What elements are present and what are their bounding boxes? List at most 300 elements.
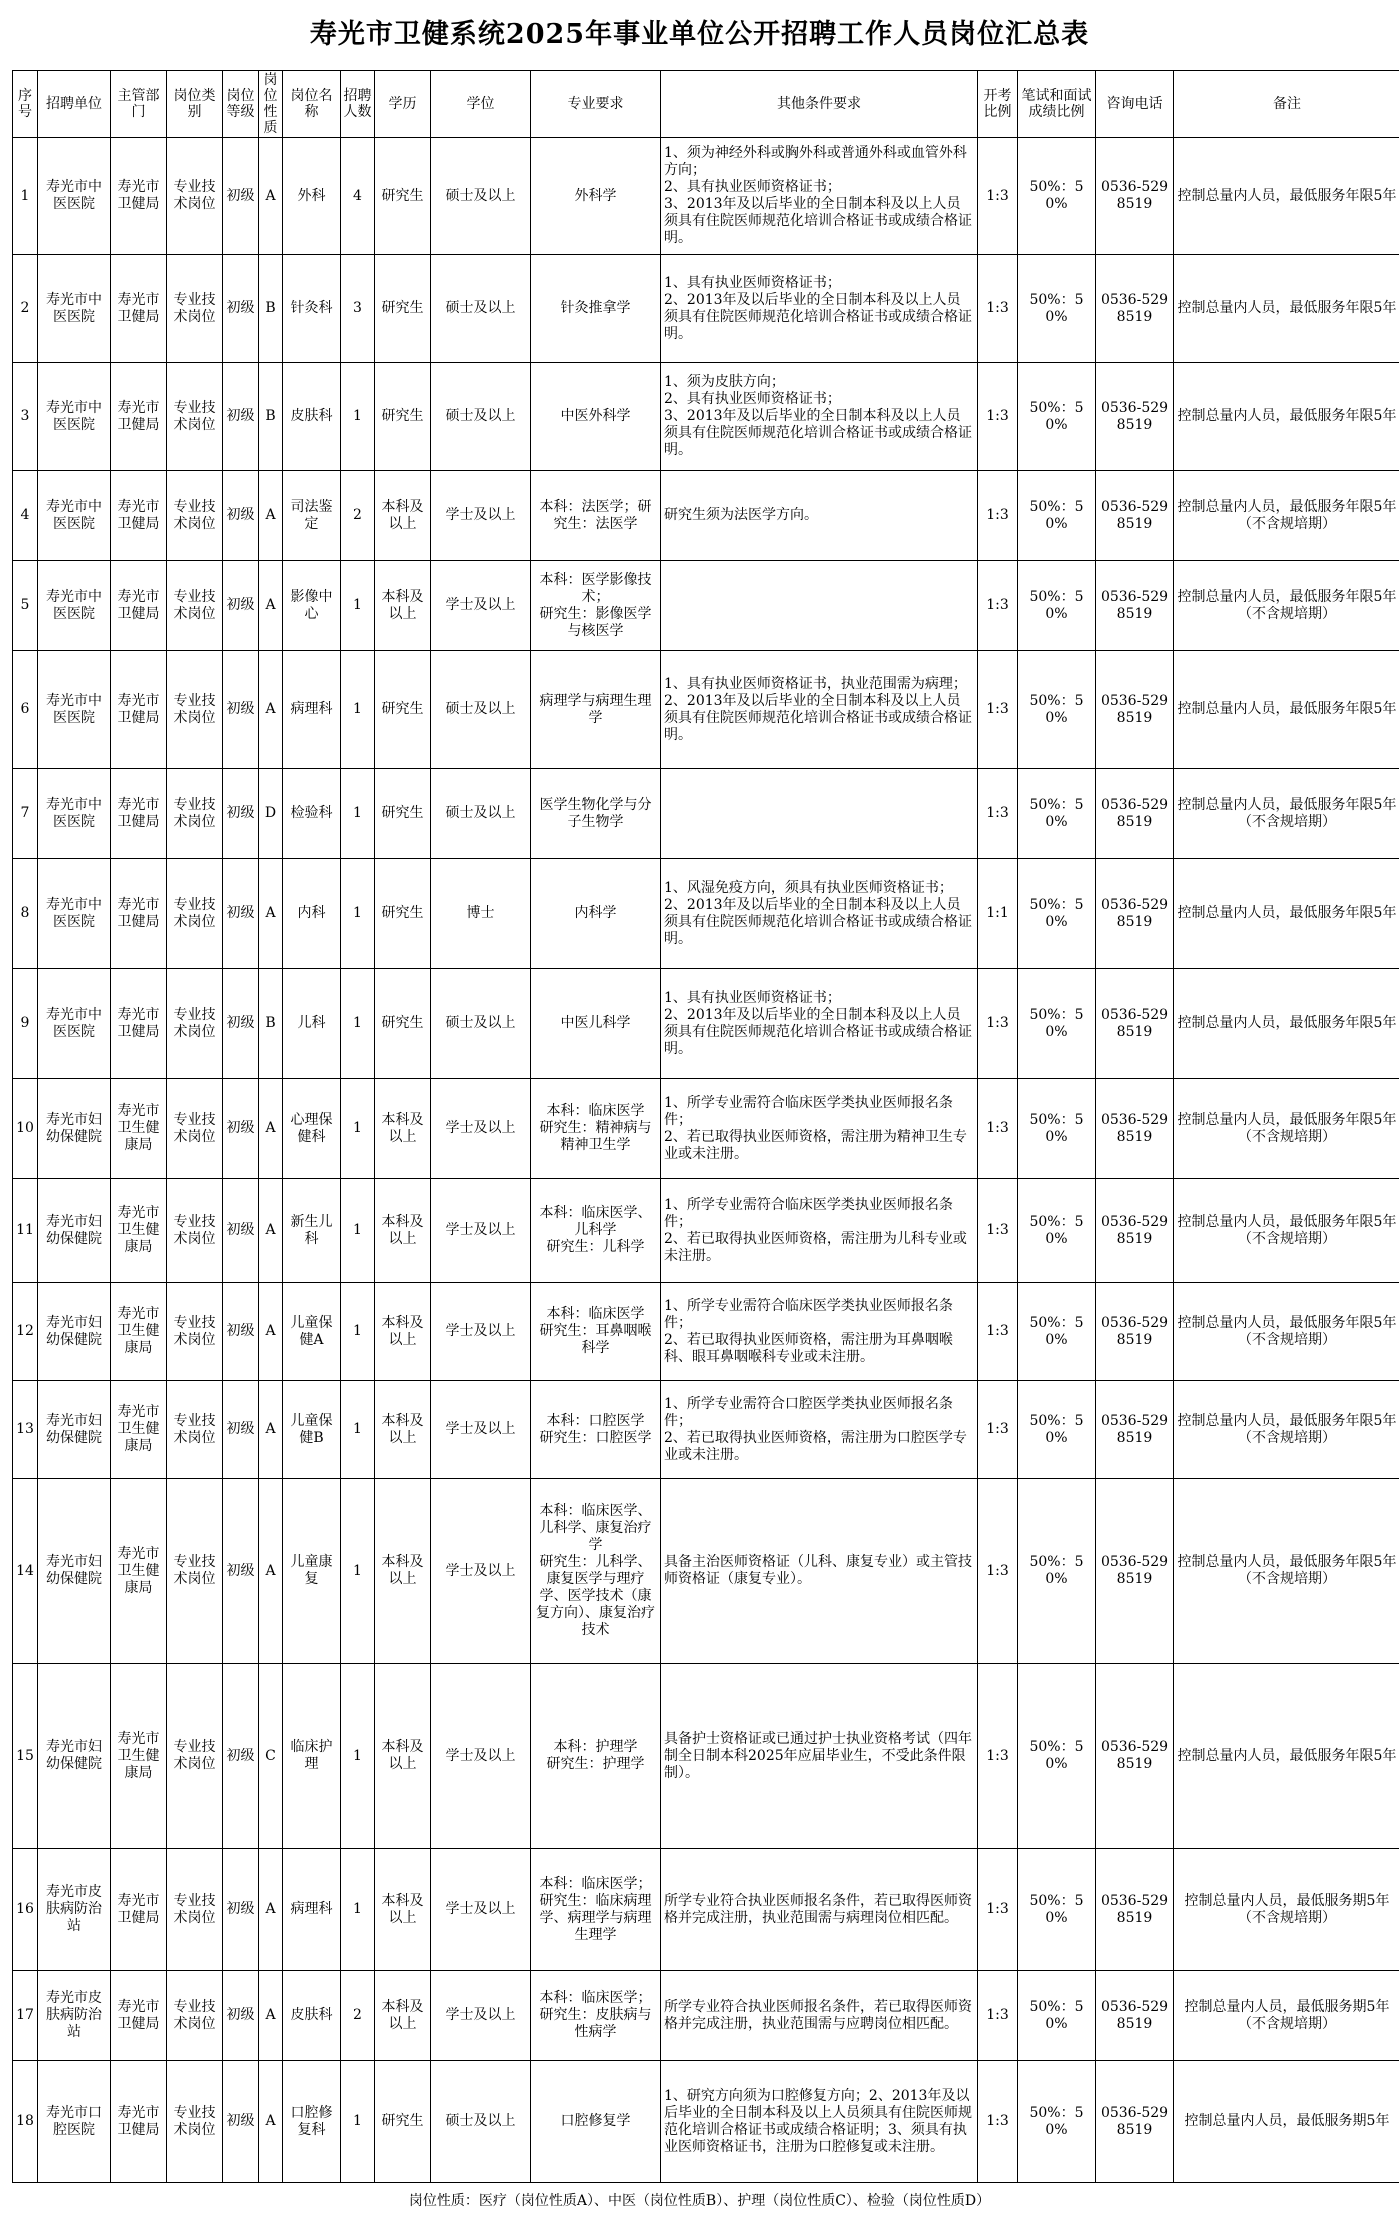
post-nature-cell: A — [259, 1079, 283, 1179]
remarks-cell: 控制总量内人员，最低服务年限5年（不含规培期） — [1174, 769, 1399, 859]
table-row — [13, 1283, 1399, 1381]
contact-phone-cell: 0536-5298519 — [1096, 969, 1174, 1079]
column-header: 其他条件要求 — [661, 71, 978, 138]
column-header: 学历 — [375, 71, 431, 138]
post-category-cell: 专业技术岗位 — [167, 1971, 223, 2061]
score-ratio-cell: 50%：50% — [1018, 255, 1096, 363]
recruit-count-cell: 1 — [341, 1664, 375, 1849]
degree-cell: 硕士及以上 — [431, 138, 531, 255]
other-requirements-cell: 所学专业符合执业医师报名条件，若已取得医师资格并完成注册，执业范围需与病理岗位相匹配。 — [661, 1849, 978, 1971]
row-number-cell: 1 — [13, 138, 38, 255]
education-cell: 研究生 — [375, 651, 431, 769]
remarks-cell: 控制总量内人员，最低服务年限5年（不含规培期） — [1174, 1479, 1399, 1664]
degree-cell: 学士及以上 — [431, 1971, 531, 2061]
table-row — [13, 255, 1399, 363]
post-nature-cell: D — [259, 769, 283, 859]
table-row — [13, 969, 1399, 1079]
exam-ratio-cell: 1:3 — [978, 1179, 1018, 1283]
exam-ratio-cell: 1:3 — [978, 1381, 1018, 1479]
score-ratio-cell: 50%：50% — [1018, 1179, 1096, 1283]
major-requirement-cell: 针灸推拿学 — [531, 255, 661, 363]
column-header: 招聘人数 — [341, 71, 375, 138]
table-row — [13, 1664, 1399, 1849]
post-level-cell: 初级 — [223, 2061, 259, 2183]
row-number-cell: 5 — [13, 561, 38, 651]
table-row — [13, 2061, 1399, 2183]
post-name-cell: 皮肤科 — [283, 363, 341, 471]
table-row — [13, 1479, 1399, 1664]
document-title: 寿光市卫健系统2025年事业单位公开招聘工作人员岗位汇总表 — [309, 19, 1090, 50]
post-category-cell: 专业技术岗位 — [167, 1849, 223, 1971]
post-nature-cell: A — [259, 1849, 283, 1971]
supervising-department-cell: 寿光市卫健局 — [111, 969, 167, 1079]
exam-ratio-cell: 1:3 — [978, 1283, 1018, 1381]
other-requirements-cell: 研究生须为法医学方向。 — [661, 471, 978, 561]
contact-phone-cell: 0536-5298519 — [1096, 1849, 1174, 1971]
score-ratio-cell: 50%：50% — [1018, 769, 1096, 859]
score-ratio-cell: 50%：50% — [1018, 969, 1096, 1079]
post-category-cell: 专业技术岗位 — [167, 471, 223, 561]
post-nature-cell: A — [259, 651, 283, 769]
degree-cell: 学士及以上 — [431, 1283, 531, 1381]
row-number-cell: 2 — [13, 255, 38, 363]
recruit-count-cell: 1 — [341, 859, 375, 969]
remarks-cell: 控制总量内人员，最低服务年限5年（不含规培期） — [1174, 1079, 1399, 1179]
post-name-cell: 儿童康复 — [283, 1479, 341, 1664]
recruit-count-cell: 2 — [341, 471, 375, 561]
supervising-department-cell: 寿光市卫健局 — [111, 138, 167, 255]
major-requirement-cell: 本科：临床医学 研究生：耳鼻咽喉科学 — [531, 1283, 661, 1381]
post-level-cell: 初级 — [223, 255, 259, 363]
table-row — [13, 859, 1399, 969]
post-name-cell: 皮肤科 — [283, 1971, 341, 2061]
contact-phone-cell: 0536-5298519 — [1096, 138, 1174, 255]
remarks-cell: 控制总量内人员，最低服务期5年（不含规培期） — [1174, 1971, 1399, 2061]
post-nature-cell: A — [259, 471, 283, 561]
post-name-cell: 检验科 — [283, 769, 341, 859]
post-category-cell: 专业技术岗位 — [167, 255, 223, 363]
other-requirements-cell: 具备护士资格证或已通过护士执业资格考试（四年制全日制本科2025年应届毕业生，不受此条件限制）。 — [661, 1664, 978, 1849]
contact-phone-cell: 0536-5298519 — [1096, 769, 1174, 859]
supervising-department-cell: 寿光市卫健局 — [111, 651, 167, 769]
supervising-department-cell: 寿光市卫健局 — [111, 471, 167, 561]
post-nature-cell: A — [259, 561, 283, 651]
remarks-cell: 控制总量内人员，最低服务年限5年 — [1174, 363, 1399, 471]
exam-ratio-cell: 1:3 — [978, 363, 1018, 471]
exam-ratio-cell: 1:3 — [978, 2061, 1018, 2183]
contact-phone-cell: 0536-5298519 — [1096, 651, 1174, 769]
post-category-cell: 专业技术岗位 — [167, 138, 223, 255]
contact-phone-cell: 0536-5298519 — [1096, 859, 1174, 969]
exam-ratio-cell: 1:3 — [978, 138, 1018, 255]
degree-cell: 硕士及以上 — [431, 969, 531, 1079]
recruit-count-cell: 1 — [341, 651, 375, 769]
major-requirement-cell: 内科学 — [531, 859, 661, 969]
recruiting-unit-cell: 寿光市妇幼保健院 — [38, 1079, 111, 1179]
remarks-cell: 控制总量内人员，最低服务年限5年 — [1174, 859, 1399, 969]
recruiting-unit-cell: 寿光市妇幼保健院 — [38, 1283, 111, 1381]
supervising-department-cell: 寿光市卫健局 — [111, 1971, 167, 2061]
row-number-cell: 10 — [13, 1079, 38, 1179]
column-header: 岗位类别 — [167, 71, 223, 138]
major-requirement-cell: 本科：护理学 研究生：护理学 — [531, 1664, 661, 1849]
row-number-cell: 3 — [13, 363, 38, 471]
post-category-cell: 专业技术岗位 — [167, 2061, 223, 2183]
recruit-count-cell: 2 — [341, 1971, 375, 2061]
supervising-department-cell: 寿光市卫健局 — [111, 363, 167, 471]
post-level-cell: 初级 — [223, 138, 259, 255]
post-nature-cell: A — [259, 1283, 283, 1381]
contact-phone-cell: 0536-5298519 — [1096, 2061, 1174, 2183]
score-ratio-cell: 50%：50% — [1018, 1479, 1096, 1664]
remarks-cell: 控制总量内人员，最低服务年限5年（不含规培期） — [1174, 561, 1399, 651]
post-level-cell: 初级 — [223, 969, 259, 1079]
recruiting-unit-cell: 寿光市中医医院 — [38, 769, 111, 859]
post-name-cell: 儿童保健A — [283, 1283, 341, 1381]
post-level-cell: 初级 — [223, 1664, 259, 1849]
other-requirements-cell: 1、研究方向须为口腔修复方向；2、2013年及以后毕业的全日制本科及以上人员须具有住院医师规范化培训合格证书或成绩合格证明；3、须具有执业医师资格证书，注册为口腔修复或未注册。 — [661, 2061, 978, 2183]
other-requirements-cell: 1、所学专业需符合临床医学类执业医师报名条件； 2、若已取得执业医师资格，需注册为精神卫生专业或未注册。 — [661, 1079, 978, 1179]
supervising-department-cell: 寿光市卫生健康局 — [111, 1079, 167, 1179]
recruit-count-cell: 3 — [341, 255, 375, 363]
post-level-cell: 初级 — [223, 561, 259, 651]
major-requirement-cell: 本科：临床医学、儿科学 研究生：儿科学 — [531, 1179, 661, 1283]
table-row — [13, 363, 1399, 471]
major-requirement-cell: 本科：临床医学； 研究生：皮肤病与性病学 — [531, 1971, 661, 2061]
post-category-cell: 专业技术岗位 — [167, 1179, 223, 1283]
major-requirement-cell: 口腔修复学 — [531, 2061, 661, 2183]
contact-phone-cell: 0536-5298519 — [1096, 1283, 1174, 1381]
degree-cell: 学士及以上 — [431, 1179, 531, 1283]
table-row — [13, 1079, 1399, 1179]
other-requirements-cell: 1、具有执业医师资格证书，执业范围需为病理； 2、2013年及以后毕业的全日制本科及以上人员须具有住院医师规范化培训合格证书或成绩合格证明。 — [661, 651, 978, 769]
row-number-cell: 14 — [13, 1479, 38, 1664]
post-name-cell: 儿童保健B — [283, 1381, 341, 1479]
education-cell: 本科及以上 — [375, 1479, 431, 1664]
post-nature-cell: A — [259, 1381, 283, 1479]
education-cell: 本科及以上 — [375, 1079, 431, 1179]
major-requirement-cell: 本科：临床医学； 研究生：临床病理学、病理学与病理生理学 — [531, 1849, 661, 1971]
score-ratio-cell: 50%：50% — [1018, 1079, 1096, 1179]
recruit-count-cell: 1 — [341, 561, 375, 651]
major-requirement-cell: 病理学与病理生理学 — [531, 651, 661, 769]
post-level-cell: 初级 — [223, 1381, 259, 1479]
exam-ratio-cell: 1:3 — [978, 255, 1018, 363]
education-cell: 研究生 — [375, 769, 431, 859]
score-ratio-cell: 50%：50% — [1018, 363, 1096, 471]
column-header: 岗位等级 — [223, 71, 259, 138]
other-requirements-cell: 所学专业符合执业医师报名条件，若已取得医师资格并完成注册，执业范围需与应聘岗位相匹配。 — [661, 1971, 978, 2061]
contact-phone-cell: 0536-5298519 — [1096, 1971, 1174, 2061]
recruiting-unit-cell: 寿光市中医医院 — [38, 363, 111, 471]
post-nature-cell: A — [259, 1971, 283, 2061]
contact-phone-cell: 0536-5298519 — [1096, 1381, 1174, 1479]
supervising-department-cell: 寿光市卫健局 — [111, 561, 167, 651]
post-category-cell: 专业技术岗位 — [167, 859, 223, 969]
post-nature-cell: A — [259, 1179, 283, 1283]
score-ratio-cell: 50%：50% — [1018, 1381, 1096, 1479]
column-header: 笔试和面试成绩比例 — [1018, 71, 1096, 138]
column-header: 专业要求 — [531, 71, 661, 138]
education-cell: 本科及以上 — [375, 1971, 431, 2061]
post-name-cell: 临床护理 — [283, 1664, 341, 1849]
score-ratio-cell: 50%：50% — [1018, 2061, 1096, 2183]
exam-ratio-cell: 1:3 — [978, 651, 1018, 769]
education-cell: 本科及以上 — [375, 561, 431, 651]
remarks-cell: 控制总量内人员，最低服务期5年 — [1174, 2061, 1399, 2183]
recruit-count-cell: 1 — [341, 363, 375, 471]
row-number-cell: 13 — [13, 1381, 38, 1479]
post-name-cell: 病理科 — [283, 1849, 341, 1971]
column-header: 主管部门 — [111, 71, 167, 138]
recruiting-unit-cell: 寿光市中医医院 — [38, 471, 111, 561]
row-number-cell: 9 — [13, 969, 38, 1079]
recruit-count-cell: 1 — [341, 1479, 375, 1664]
supervising-department-cell: 寿光市卫生健康局 — [111, 1179, 167, 1283]
supervising-department-cell: 寿光市卫生健康局 — [111, 1479, 167, 1664]
post-category-cell: 专业技术岗位 — [167, 1079, 223, 1179]
other-requirements-cell: 1、须为皮肤方向； 2、具有执业医师资格证书； 3、2013年及以后毕业的全日制本科及以上人员须具有住院医师规范化培训合格证书或成绩合格证明。 — [661, 363, 978, 471]
education-cell: 本科及以上 — [375, 1664, 431, 1849]
education-cell: 本科及以上 — [375, 1381, 431, 1479]
supervising-department-cell: 寿光市卫生健康局 — [111, 1283, 167, 1381]
other-requirements-cell: 1、具有执业医师资格证书； 2、2013年及以后毕业的全日制本科及以上人员须具有住院医师规范化培训合格证书或成绩合格证明。 — [661, 969, 978, 1079]
exam-ratio-cell: 1:3 — [978, 769, 1018, 859]
contact-phone-cell: 0536-5298519 — [1096, 1664, 1174, 1849]
post-level-cell: 初级 — [223, 769, 259, 859]
exam-ratio-cell: 1:3 — [978, 1849, 1018, 1971]
major-requirement-cell: 医学生物化学与分子生物学 — [531, 769, 661, 859]
post-name-cell: 司法鉴定 — [283, 471, 341, 561]
remarks-cell: 控制总量内人员，最低服务年限5年 — [1174, 1664, 1399, 1849]
exam-ratio-cell: 1:3 — [978, 1079, 1018, 1179]
header-row — [13, 71, 1399, 138]
post-nature-cell: A — [259, 138, 283, 255]
post-level-cell: 初级 — [223, 1971, 259, 2061]
post-nature-cell: C — [259, 1664, 283, 1849]
recruiting-unit-cell: 寿光市中医医院 — [38, 969, 111, 1079]
degree-cell: 硕士及以上 — [431, 651, 531, 769]
column-header: 岗位名称 — [283, 71, 341, 138]
education-cell: 研究生 — [375, 2061, 431, 2183]
table-row — [13, 769, 1399, 859]
recruiting-unit-cell: 寿光市妇幼保健院 — [38, 1381, 111, 1479]
row-number-cell: 11 — [13, 1179, 38, 1283]
recruiting-unit-cell: 寿光市妇幼保健院 — [38, 1479, 111, 1664]
post-level-cell: 初级 — [223, 1849, 259, 1971]
education-cell: 本科及以上 — [375, 471, 431, 561]
degree-cell: 硕士及以上 — [431, 769, 531, 859]
row-number-cell: 18 — [13, 2061, 38, 2183]
footer-note: 岗位性质：医疗（岗位性质A）、中医（岗位性质B）、护理（岗位性质C）、检验（岗位性质D） — [408, 2193, 991, 2209]
post-name-cell: 心理保健科 — [283, 1079, 341, 1179]
score-ratio-cell: 50%：50% — [1018, 1664, 1096, 1849]
recruit-count-cell: 1 — [341, 1849, 375, 1971]
contact-phone-cell: 0536-5298519 — [1096, 561, 1174, 651]
post-nature-cell: A — [259, 859, 283, 969]
table-row — [13, 651, 1399, 769]
education-cell: 研究生 — [375, 138, 431, 255]
row-number-cell: 4 — [13, 471, 38, 561]
row-number-cell: 7 — [13, 769, 38, 859]
exam-ratio-cell: 1:3 — [978, 1971, 1018, 2061]
table-row — [13, 561, 1399, 651]
score-ratio-cell: 50%：50% — [1018, 1971, 1096, 2061]
post-category-cell: 专业技术岗位 — [167, 363, 223, 471]
table-body — [13, 138, 1399, 2183]
column-header: 岗位性质 — [259, 71, 283, 138]
post-level-cell: 初级 — [223, 651, 259, 769]
education-cell: 本科及以上 — [375, 1849, 431, 1971]
supervising-department-cell: 寿光市卫生健康局 — [111, 1664, 167, 1849]
column-header: 咨询电话 — [1096, 71, 1174, 138]
recruiting-unit-cell: 寿光市中医医院 — [38, 138, 111, 255]
contact-phone-cell: 0536-5298519 — [1096, 471, 1174, 561]
remarks-cell: 控制总量内人员，最低服务年限5年 — [1174, 138, 1399, 255]
post-name-cell: 内科 — [283, 859, 341, 969]
post-nature-cell: A — [259, 2061, 283, 2183]
post-name-cell: 口腔修复科 — [283, 2061, 341, 2183]
major-requirement-cell: 外科学 — [531, 138, 661, 255]
degree-cell: 学士及以上 — [431, 1849, 531, 1971]
post-category-cell: 专业技术岗位 — [167, 969, 223, 1079]
other-requirements-cell — [661, 769, 978, 859]
post-category-cell: 专业技术岗位 — [167, 1664, 223, 1849]
table-row — [13, 1971, 1399, 2061]
other-requirements-cell: 1、所学专业需符合口腔医学类执业医师报名条件； 2、若已取得执业医师资格，需注册为口腔医学专业或未注册。 — [661, 1381, 978, 1479]
score-ratio-cell: 50%：50% — [1018, 1849, 1096, 1971]
major-requirement-cell: 本科：临床医学 研究生：精神病与精神卫生学 — [531, 1079, 661, 1179]
exam-ratio-cell: 1:3 — [978, 471, 1018, 561]
other-requirements-cell: 1、所学专业需符合临床医学类执业医师报名条件； 2、若已取得执业医师资格，需注册为耳鼻咽喉科、眼耳鼻咽喉科专业或未注册。 — [661, 1283, 978, 1381]
recruit-count-cell: 4 — [341, 138, 375, 255]
column-header: 学位 — [431, 71, 531, 138]
education-cell: 研究生 — [375, 363, 431, 471]
degree-cell: 学士及以上 — [431, 561, 531, 651]
post-name-cell: 影像中心 — [283, 561, 341, 651]
recruiting-unit-cell: 寿光市中医医院 — [38, 255, 111, 363]
post-nature-cell: B — [259, 363, 283, 471]
supervising-department-cell: 寿光市卫健局 — [111, 2061, 167, 2183]
contact-phone-cell: 0536-5298519 — [1096, 1079, 1174, 1179]
contact-phone-cell: 0536-5298519 — [1096, 363, 1174, 471]
post-level-cell: 初级 — [223, 859, 259, 969]
remarks-cell: 控制总量内人员，最低服务年限5年 — [1174, 255, 1399, 363]
post-name-cell: 外科 — [283, 138, 341, 255]
recruit-count-cell: 1 — [341, 769, 375, 859]
other-requirements-cell: 1、风湿免疫方向，须具有执业医师资格证书； 2、2013年及以后毕业的全日制本科及以上人员须具有住院医师规范化培训合格证书或成绩合格证明。 — [661, 859, 978, 969]
supervising-department-cell: 寿光市卫健局 — [111, 859, 167, 969]
post-category-cell: 专业技术岗位 — [167, 1283, 223, 1381]
row-number-cell: 15 — [13, 1664, 38, 1849]
recruiting-unit-cell: 寿光市中医医院 — [38, 651, 111, 769]
major-requirement-cell: 本科：法医学；研究生：法医学 — [531, 471, 661, 561]
remarks-cell: 控制总量内人员，最低服务年限5年 — [1174, 969, 1399, 1079]
education-cell: 研究生 — [375, 969, 431, 1079]
contact-phone-cell: 0536-5298519 — [1096, 255, 1174, 363]
recruit-count-cell: 1 — [341, 1179, 375, 1283]
degree-cell: 硕士及以上 — [431, 363, 531, 471]
degree-cell: 学士及以上 — [431, 1381, 531, 1479]
positions-table — [12, 70, 1399, 2183]
row-number-cell: 8 — [13, 859, 38, 969]
column-header: 开考比例 — [978, 71, 1018, 138]
post-category-cell: 专业技术岗位 — [167, 1381, 223, 1479]
post-category-cell: 专业技术岗位 — [167, 769, 223, 859]
education-cell: 本科及以上 — [375, 1283, 431, 1381]
contact-phone-cell: 0536-5298519 — [1096, 1179, 1174, 1283]
recruit-count-cell: 1 — [341, 1079, 375, 1179]
row-number-cell: 17 — [13, 1971, 38, 2061]
recruiting-unit-cell: 寿光市口腔医院 — [38, 2061, 111, 2183]
remarks-cell: 控制总量内人员，最低服务年限5年 — [1174, 651, 1399, 769]
remarks-cell: 控制总量内人员，最低服务年限5年（不含规培期） — [1174, 1179, 1399, 1283]
education-cell: 研究生 — [375, 859, 431, 969]
exam-ratio-cell: 1:3 — [978, 561, 1018, 651]
degree-cell: 博士 — [431, 859, 531, 969]
remarks-cell: 控制总量内人员，最低服务年限5年（不含规培期） — [1174, 1283, 1399, 1381]
post-level-cell: 初级 — [223, 1079, 259, 1179]
post-level-cell: 初级 — [223, 1179, 259, 1283]
column-header: 招聘单位 — [38, 71, 111, 138]
post-level-cell: 初级 — [223, 1283, 259, 1381]
post-name-cell: 病理科 — [283, 651, 341, 769]
remarks-cell: 控制总量内人员，最低服务年限5年（不含规培期） — [1174, 1381, 1399, 1479]
recruiting-unit-cell: 寿光市中医医院 — [38, 859, 111, 969]
contact-phone-cell: 0536-5298519 — [1096, 1479, 1174, 1664]
education-cell: 研究生 — [375, 255, 431, 363]
table-row — [13, 471, 1399, 561]
exam-ratio-cell: 1:3 — [978, 1664, 1018, 1849]
post-name-cell: 儿科 — [283, 969, 341, 1079]
post-name-cell: 新生儿科 — [283, 1179, 341, 1283]
recruiting-unit-cell: 寿光市中医医院 — [38, 561, 111, 651]
degree-cell: 学士及以上 — [431, 471, 531, 561]
post-nature-cell: B — [259, 255, 283, 363]
other-requirements-cell: 1、须为神经外科或胸外科或普通外科或血管外科方向； 2、具有执业医师资格证书； 3、2013年及以后毕业的全日制本科及以上人员须具有住院医师规范化培训合格证书或成绩合格证明。 — [661, 138, 978, 255]
exam-ratio-cell: 1:3 — [978, 1479, 1018, 1664]
recruiting-unit-cell: 寿光市妇幼保健院 — [38, 1664, 111, 1849]
post-level-cell: 初级 — [223, 363, 259, 471]
post-level-cell: 初级 — [223, 1479, 259, 1664]
major-requirement-cell: 本科：临床医学、儿科学、康复治疗学 研究生：儿科学、康复医学与理疗学、医学技术（康复方向）、康复治疗技术 — [531, 1479, 661, 1664]
recruit-count-cell: 1 — [341, 969, 375, 1079]
exam-ratio-cell: 1:1 — [978, 859, 1018, 969]
row-number-cell: 6 — [13, 651, 38, 769]
score-ratio-cell: 50%：50% — [1018, 651, 1096, 769]
post-category-cell: 专业技术岗位 — [167, 651, 223, 769]
post-level-cell: 初级 — [223, 471, 259, 561]
score-ratio-cell: 50%：50% — [1018, 471, 1096, 561]
degree-cell: 学士及以上 — [431, 1479, 531, 1664]
table-row — [13, 1179, 1399, 1283]
supervising-department-cell: 寿光市卫健局 — [111, 769, 167, 859]
supervising-department-cell: 寿光市卫健局 — [111, 1849, 167, 1971]
row-number-cell: 12 — [13, 1283, 38, 1381]
remarks-cell: 控制总量内人员，最低服务期5年（不含规培期） — [1174, 1849, 1399, 1971]
column-header: 序号 — [13, 71, 38, 138]
table-row — [13, 1849, 1399, 1971]
score-ratio-cell: 50%：50% — [1018, 859, 1096, 969]
other-requirements-cell: 1、所学专业需符合临床医学类执业医师报名条件； 2、若已取得执业医师资格，需注册为儿科专业或未注册。 — [661, 1179, 978, 1283]
major-requirement-cell: 中医儿科学 — [531, 969, 661, 1079]
recruiting-unit-cell: 寿光市皮肤病防治站 — [38, 1971, 111, 2061]
recruit-count-cell: 1 — [341, 2061, 375, 2183]
education-cell: 本科及以上 — [375, 1179, 431, 1283]
score-ratio-cell: 50%：50% — [1018, 561, 1096, 651]
recruiting-unit-cell: 寿光市皮肤病防治站 — [38, 1849, 111, 1971]
degree-cell: 硕士及以上 — [431, 2061, 531, 2183]
